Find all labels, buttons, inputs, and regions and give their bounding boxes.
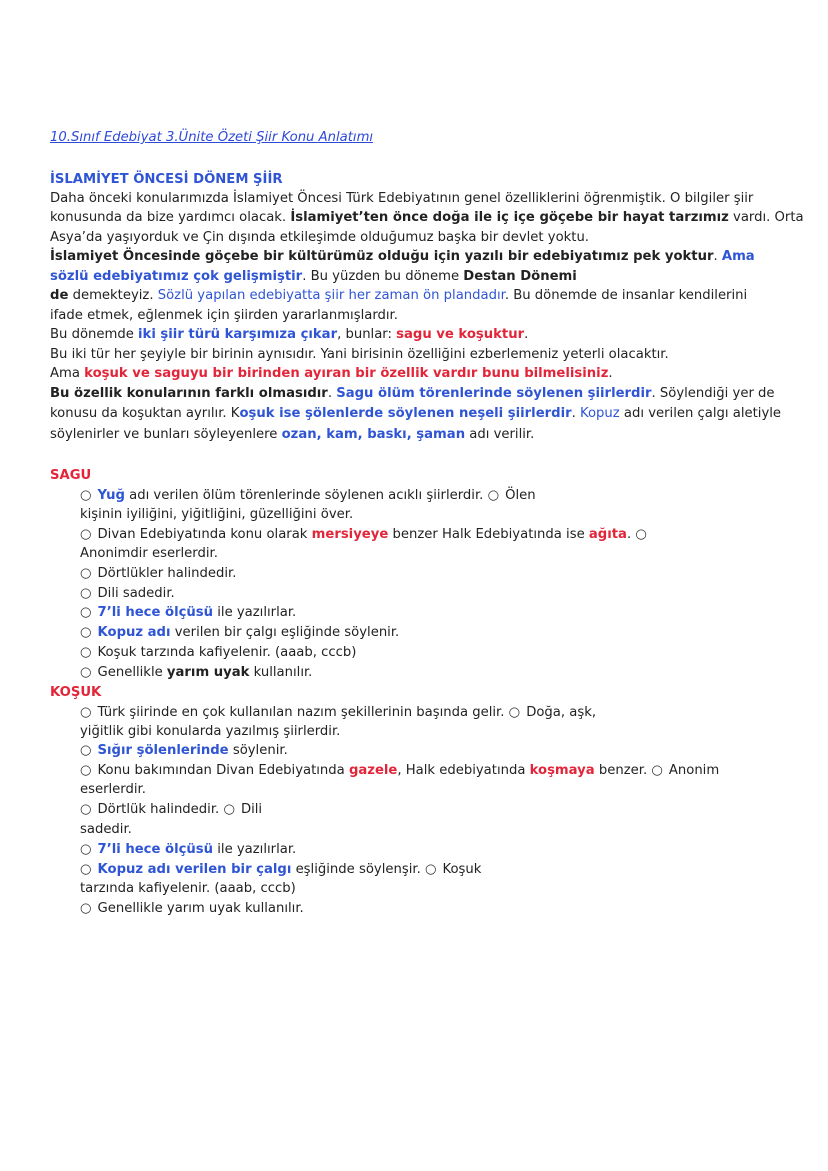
intro-line: de demekteyiz. Sözlü yapılan edebiyatta şiir her zaman ön plandadır. Bu dönemde de insanlar kendilerini xyxy=(50,288,748,303)
intro-line: sözlü edebiyatımız çok gelişmiştir. Bu yüzden bu döneme Destan Dönemi xyxy=(50,269,577,284)
intro-line: Daha önceki konularımızda İslamiyet Öncesi Türk Edebiyatının genel özelliklerini öğrenmiştik. O bilgiler şiir xyxy=(50,191,754,206)
bullet-circle-icon: ○ xyxy=(80,862,92,877)
bullet-circle-icon: ○ xyxy=(80,645,92,660)
intro-line: söylenirler ve bunları söyleyenlere ozan, kam, baskı, şaman adı verilir. xyxy=(50,427,535,442)
sagu-bullet: ○ Divan Edebiyatında konu olarak mersiyeye benzer Halk Edebiyatında ise ağıta. ○ xyxy=(80,527,647,542)
kosuk-bullet: ○ Konu bakımından Divan Edebiyatında gazele, Halk edebiyatında koşmaya benzer. ○ Anonim xyxy=(80,763,720,778)
kosuk-bullet-continued: sadedir. xyxy=(80,822,132,837)
title-link-text[interactable]: 10.Sınıf Edebiyat 3.Ünite Özeti Şiir Konu Anlatımı xyxy=(50,130,374,145)
sagu-heading: SAGU xyxy=(50,468,92,483)
bullet-circle-icon: ○ xyxy=(80,705,92,720)
bullet-circle-icon: ○ xyxy=(80,625,92,640)
bullet-circle-icon: ○ xyxy=(424,862,437,877)
bullet-circle-icon: ○ xyxy=(80,566,92,581)
bullet-circle-icon: ○ xyxy=(651,763,663,778)
bullet-circle-icon: ○ xyxy=(635,527,647,542)
intro-line: Ama koşuk ve saguyu bir birinden ayıran bir özellik vardır bunu bilmelisiniz. xyxy=(50,366,613,381)
kosuk-bullet: ○ Kopuz adı verilen bir çalgı eşliğinde söylenşir. ○ Koşuk xyxy=(80,862,482,877)
kosuk-bullet: ○ Genellikle yarım uyak kullanılır. xyxy=(80,901,304,916)
sagu-bullet-continued: kişinin iyiliğini, yiğitliğini, güzelliğini över. xyxy=(80,507,354,522)
intro-line: konusu da koşuktan ayrılır. Koşuk ise şölenlerde söylenen neşeli şiirlerdir. Kopuz adı verilen çalgı aletiyle xyxy=(50,406,782,421)
bullet-circle-icon: ○ xyxy=(80,605,92,620)
intro-line: Bu iki tür her şeyiyle bir birinin aynısıdır. Yani birisinin özelliğini ezberlemeniz yeterli olacaktır. xyxy=(50,347,669,362)
intro-line: ifade etmek, eğlenmek için şiirden yararlanmışlardır. xyxy=(50,308,398,323)
bullet-circle-icon: ○ xyxy=(80,586,92,601)
section-title: İSLAMİYET ÖNCESİ DÖNEM ŞİİR xyxy=(50,172,283,187)
kosuk-bullet: ○ Türk şiirinde en çok kullanılan nazım şekillerinin başında gelir. ○ Doğa, aşk, xyxy=(80,705,597,720)
title-link[interactable] xyxy=(50,128,373,147)
intro-line: Bu dönemde iki şiir türü karşımıza çıkar, bunlar: sagu ve koşuktur. xyxy=(50,327,529,342)
bullet-circle-icon: ○ xyxy=(80,488,92,503)
intro-line: Bu özellik konularının farklı olmasıdır. Sagu ölüm törenlerinde söylenen şiirlerdir. Söylendiği yer de xyxy=(50,386,775,401)
bullet-circle-icon: ○ xyxy=(80,842,92,857)
intro-line: Asya’da yaşıyorduk ve Çin dışında etkileşimde olduğumuz başka bir devlet yoktu. xyxy=(50,230,589,245)
bullet-circle-icon: ○ xyxy=(80,901,92,916)
sagu-bullet: ○ Genellikle yarım uyak kullanılır. xyxy=(80,665,313,680)
sagu-bullet-continued: Anonimdir eserlerdir. xyxy=(80,546,218,561)
sagu-bullet: ○ Koşuk tarzında kafiyelenir. (aaab, cccb) xyxy=(80,645,357,660)
sagu-bullet: ○ Yuğ adı verilen ölüm törenlerinde söylenen acıklı şiirlerdir. ○ Ölen xyxy=(80,488,536,503)
kosuk-bullet-continued: tarzında kafiyelenir. (aaab, cccb) xyxy=(80,881,296,896)
sagu-bullet: ○ Dörtlükler halindedir. xyxy=(80,566,237,581)
kosuk-bullet: ○ Dörtlük halindedir. ○ Dili xyxy=(80,802,263,817)
kosuk-bullet: ○ Sığır şölenlerinde söylenir. xyxy=(80,743,288,758)
kosuk-bullet-continued: eserlerdir. xyxy=(80,782,146,797)
kosuk-bullet: ○ 7’li hece ölçüsü ile yazılırlar. xyxy=(80,842,297,857)
bullet-circle-icon: ○ xyxy=(223,802,235,817)
sagu-bullet: ○ Kopuz adı verilen bir çalgı eşliğinde söylenir. xyxy=(80,625,400,640)
sagu-bullet: ○ 7’li hece ölçüsü ile yazılırlar. xyxy=(80,605,297,620)
bullet-circle-icon: ○ xyxy=(508,705,521,720)
intro-line: konusunda da bize yardımcı olacak. İslamiyet’ten önce doğa ile iç içe göçebe bir hayat tarzımız vardı. Orta xyxy=(50,210,804,225)
kosuk-bullet-continued: yiğitlik gibi konularda yazılmış şiirlerdir. xyxy=(80,724,341,739)
kosuk-heading: KOŞUK xyxy=(50,685,102,700)
bullet-circle-icon: ○ xyxy=(80,527,92,542)
bullet-circle-icon: ○ xyxy=(80,763,92,778)
bullet-circle-icon: ○ xyxy=(80,665,92,680)
bullet-circle-icon: ○ xyxy=(80,802,92,817)
sagu-bullet: ○ Dili sadedir. xyxy=(80,586,175,601)
bullet-circle-icon: ○ xyxy=(487,488,500,503)
bullet-circle-icon: ○ xyxy=(80,743,92,758)
intro-line: İslamiyet Öncesinde göçebe bir kültürümüz olduğu için yazılı bir edebiyatımız pek yoktur. Ama xyxy=(50,249,755,264)
